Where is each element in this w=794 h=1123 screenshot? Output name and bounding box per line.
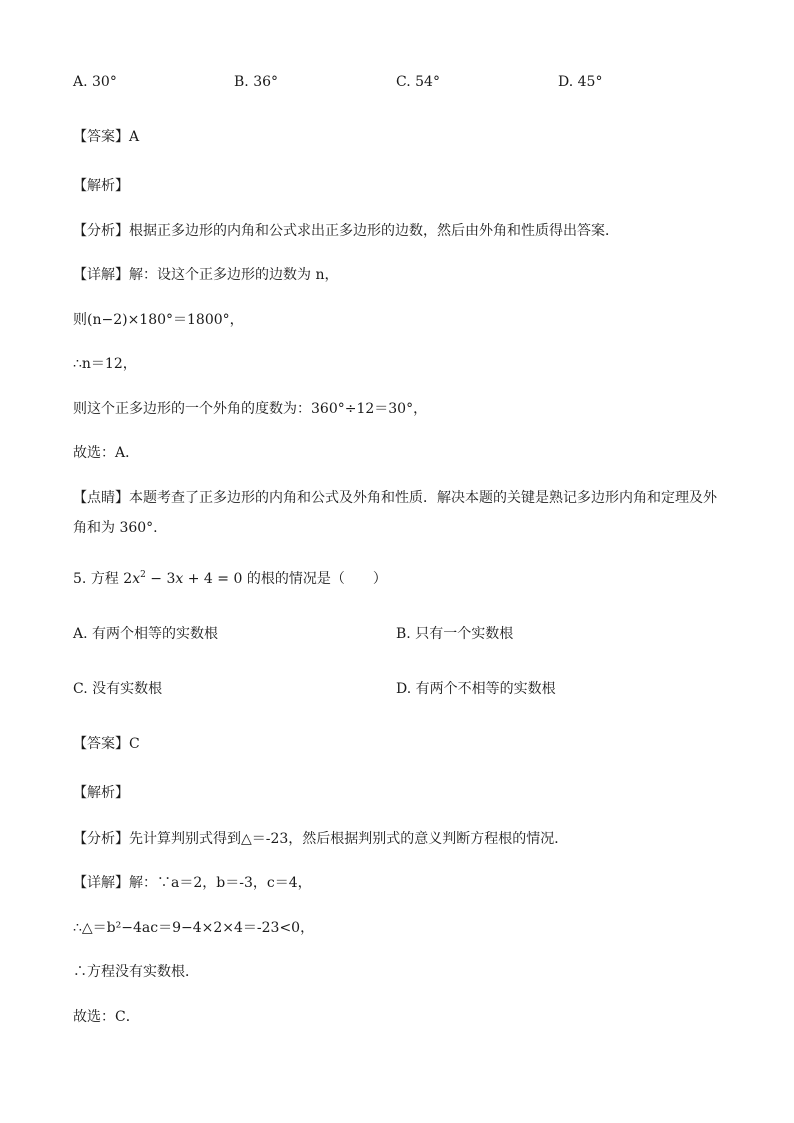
- q5-option-c: C. 没有实数根: [73, 681, 163, 697]
- q4-detail-line-4: 则这个正多边形的一个外角的度数为：360°÷12＝30°，: [73, 401, 428, 417]
- q5-answer: 【答案】C: [73, 736, 140, 752]
- q4-dianjing-line-1: 【点睛】本题考查了正多边形的内角和公式及外角和性质．解决本题的关键是熟记多边形内角和定理及外: [73, 490, 717, 506]
- q5-detail-line-2: ∴△＝b²−4ac＝9−4×2×4＝-23<0，: [73, 920, 315, 936]
- q5-detail-line-1: 【详解】解：∵a＝2，b＝-3，c＝4，: [73, 875, 312, 891]
- q4-detail-line-5: 故选：A．: [73, 445, 140, 461]
- q5-analysis-heading: 【解析】: [73, 785, 129, 801]
- q5-option-d: D. 有两个不相等的实数根: [396, 681, 556, 697]
- q4-dianjing-line-2: 角和为 360°.: [73, 520, 158, 536]
- q4-detail-line-1: 【详解】解：设这个正多边形的边数为 n，: [73, 267, 339, 283]
- q4-option-b: B. 36°: [234, 74, 279, 90]
- equation: $2x^2 - 3x + 4 = 0$: [123, 570, 243, 587]
- answer-tag: 【答案】: [73, 129, 129, 145]
- q5-stem: 5. 方程 $2x^2 - 3x + 4 = 0$ 的根的情况是（ ）: [73, 570, 387, 587]
- q4-fenxi: 【分析】根据正多边形的内角和公式求出正多边形的边数，然后由外角和性质得出答案．: [73, 223, 619, 239]
- q4-detail-line-2: 则(n−2)×180°＝1800°，: [73, 312, 244, 328]
- question-number: 5.: [73, 571, 87, 587]
- q4-option-a: A. 30°: [73, 74, 117, 90]
- q5-detail-line-3: ∴方程没有实数根．: [73, 964, 199, 980]
- q5-option-a: A. 有两个相等的实数根: [73, 626, 219, 642]
- q5-option-b: B. 只有一个实数根: [396, 626, 514, 642]
- q4-analysis-heading: 【解析】: [73, 178, 129, 194]
- answer-tag: 【答案】: [73, 736, 129, 752]
- q4-detail-line-3: ∴n＝12，: [73, 356, 137, 372]
- q4-option-d: D. 45°: [558, 74, 603, 90]
- q5-detail-line-4: 故选：C．: [73, 1009, 140, 1025]
- q4-answer: 【答案】A: [73, 129, 140, 145]
- q5-fenxi: 【分析】先计算判别式得到△＝-23，然后根据判别式的意义判断方程根的情况．: [73, 831, 569, 847]
- q4-option-c: C. 54°: [396, 74, 440, 90]
